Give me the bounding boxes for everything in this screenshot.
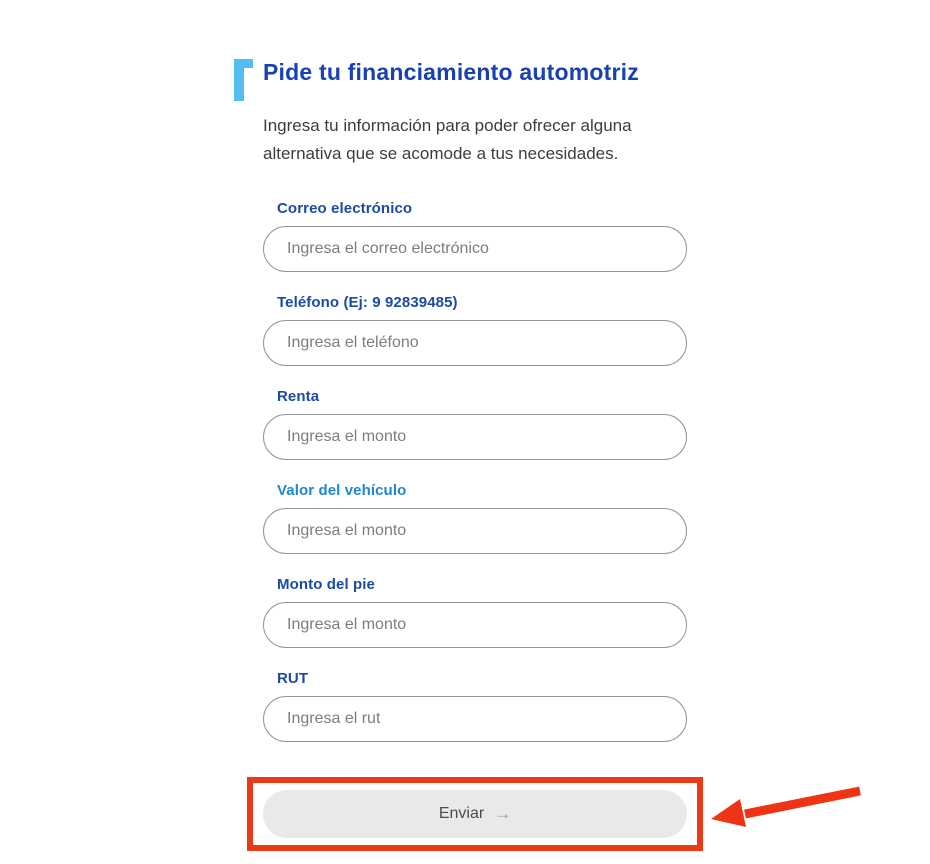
- income-label: Renta: [277, 388, 320, 405]
- rut-label: RUT: [277, 670, 309, 687]
- vehicle-value-field[interactable]: [263, 508, 687, 554]
- field-group-income: [263, 388, 687, 460]
- form-description: [263, 112, 687, 168]
- description-line: Ingresa tu información para poder ofrecer alguna: [263, 116, 632, 135]
- email-field[interactable]: [263, 226, 687, 272]
- field-group-rut: [263, 670, 687, 742]
- financing-form: [263, 200, 687, 851]
- down-payment-field[interactable]: [263, 602, 687, 648]
- down-payment-label: Monto del pie: [277, 576, 375, 593]
- email-label: Correo electrónico: [277, 200, 413, 217]
- vehicle-value-label: Valor del vehículo: [277, 482, 407, 499]
- field-group-down-payment: [263, 576, 687, 648]
- description-line: alternativa que se acomode a tus necesidades.: [263, 144, 619, 163]
- income-field[interactable]: [263, 414, 687, 460]
- rut-field[interactable]: [263, 696, 687, 742]
- annotation-highlight-box: [247, 777, 703, 851]
- field-group-phone: [263, 294, 687, 366]
- page-title: Pide tu financiamiento automotriz: [263, 59, 639, 85]
- corner-bracket-icon: [234, 59, 253, 101]
- field-group-email: [263, 200, 687, 272]
- annotation-arrow-icon: [703, 781, 873, 833]
- field-group-vehicle-value: [263, 482, 687, 554]
- arrow-right-icon: →: [494, 804, 512, 823]
- submit-button-label: Enviar: [438, 805, 485, 822]
- phone-field[interactable]: [263, 320, 687, 366]
- submit-button[interactable]: [263, 790, 687, 838]
- phone-label: Teléfono (Ej: 9 92839485): [277, 294, 458, 311]
- financing-form-section: [263, 58, 687, 851]
